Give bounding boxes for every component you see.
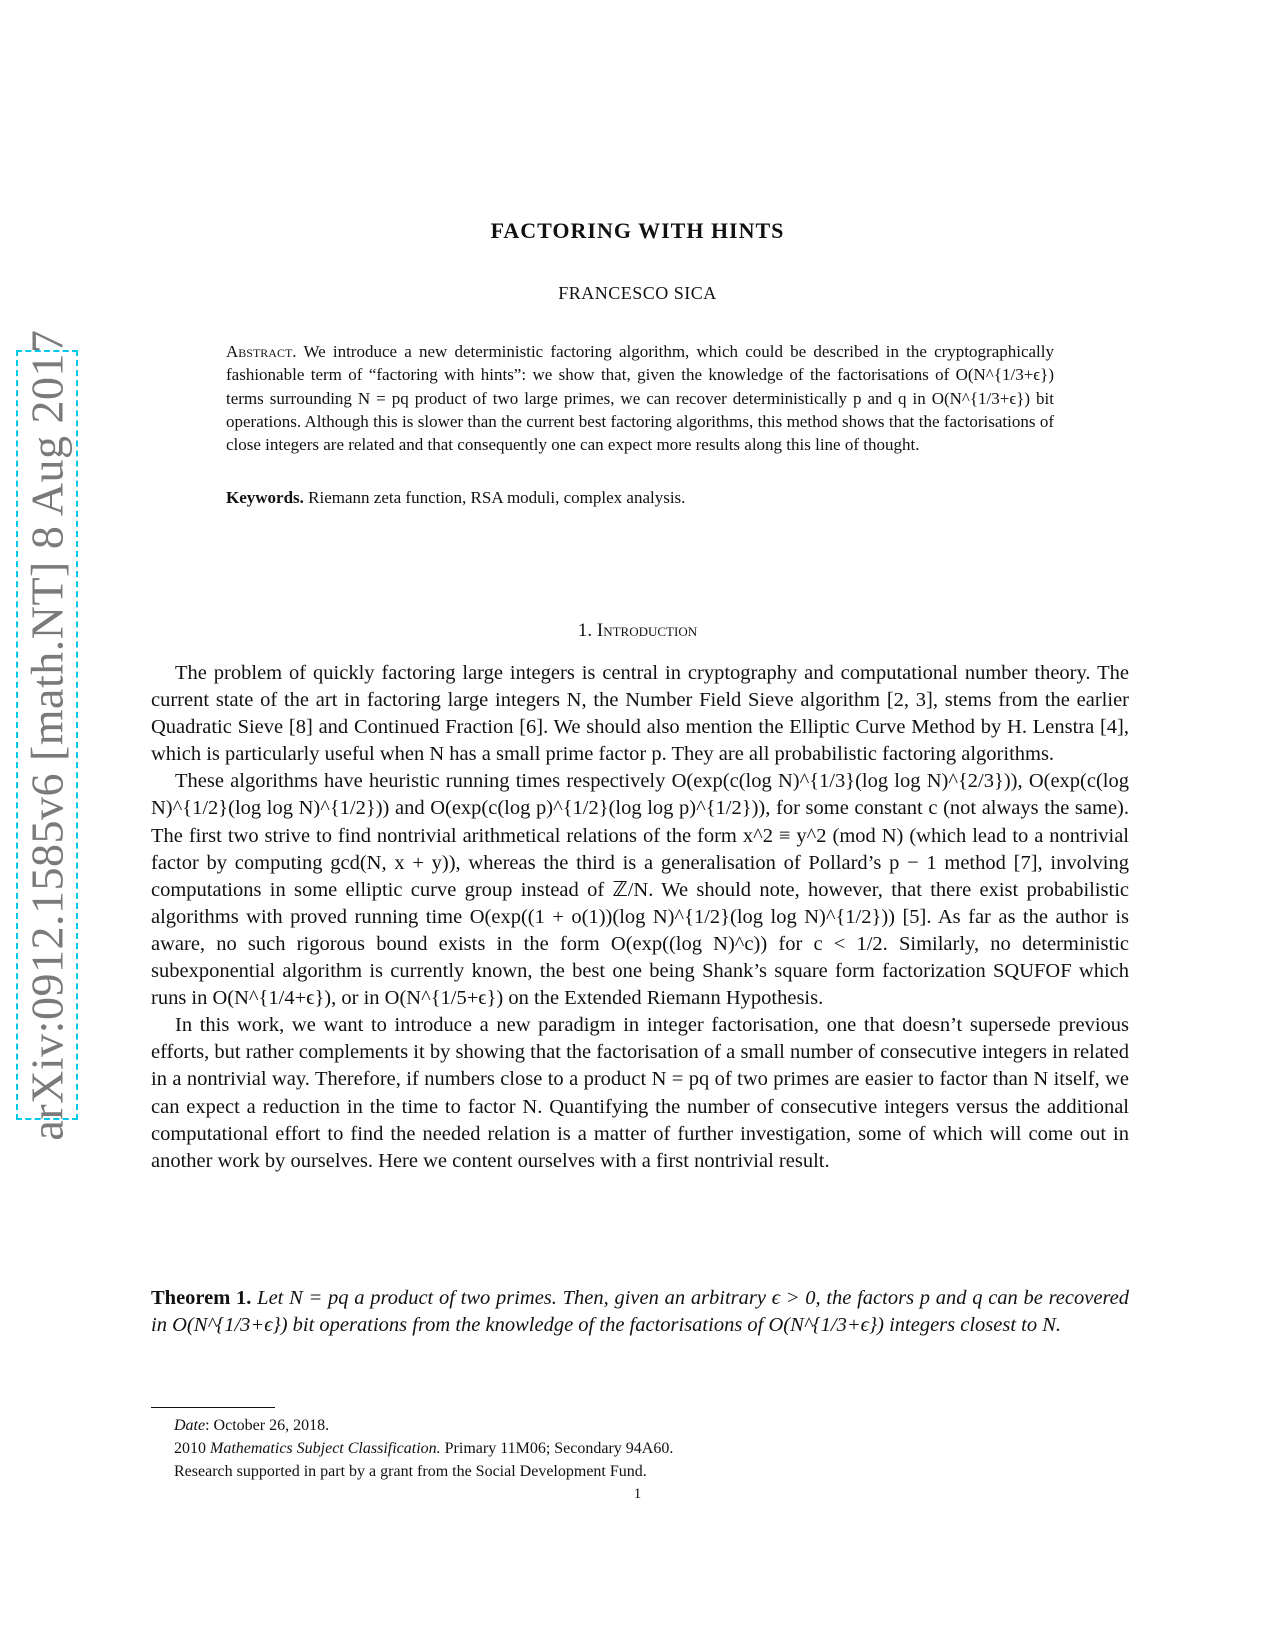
- footnote-msc-label: Mathematics Subject Classification.: [210, 1440, 441, 1457]
- body-text: [151, 660, 1129, 1175]
- paper-title: FACTORING WITH HINTS: [490, 218, 785, 243]
- paragraph-2: These algorithms have heuristic running times respectively O(exp(c(log N)^{1/3}(log log N)^{2/3})), O(exp(c(log N)^{1/2}(log log N)^{1/2})) and O(exp(c(log p)^{1/2}(log log p)^{1/2})), for some constant c (not always the same). The first two strive to find nontrivial arithmetical relations of the form x^2 ≡ y^2 (mod N) (which lead to a nontrivial factor by computing gcd(N, x + y)), whereas the third is a generalisation of Pollard’s p − 1 method [7], involving computations in some elliptic curve group instead of ℤ/N. We should note, however, that there exist probabilistic algorithms with proved running time O(exp((1 + o(1))(log N)^{1/2}(log log N)^{1/2})) [5]. As far as the author is aware, no such rigorous bound exists in the form O(exp((log N)^c)) for c < 1/2. Similarly, no deterministic subexponential algorithm is currently known, the best one being Shank’s square form factorization SQUFOF which runs in O(N^{1/4+ϵ}), or in O(N^{1/5+ϵ}) on the Extended Riemann Hypothesis.: [151, 770, 1129, 1010]
- keywords-text: Riemann zeta function, RSA moduli, complex analysis.: [308, 488, 686, 507]
- abstract-label: Abstract.: [226, 342, 297, 361]
- section-number: 1.: [577, 620, 593, 641]
- keywords: [226, 488, 1054, 508]
- section-title: Introduction: [596, 620, 698, 641]
- paragraph-3: In this work, we want to introduce a new paradigm in integer factorisation, one that doesn’t supersede previous efforts, but rather complements it by showing that the factorisation of a small number of consecutive integers in related in a nontrivial way. Therefore, if numbers close to a product N = pq of two primes are easier to factor than N itself, we can expect a reduction in the time to factor N. Quantifying the number of consecutive integers versus the additional computational effort to find the needed relation is a matter of further investigation, some of which will come out in another work by ourselves. Here we content ourselves with a first nontrivial result.: [151, 1014, 1129, 1172]
- footnote-date: [174, 1414, 1074, 1437]
- section-heading: [0, 620, 1275, 642]
- arxiv-stamp[interactable]: [16, 329, 78, 1141]
- theorem-1: [151, 1285, 1129, 1339]
- paper-author: FRANCESCO SICA: [558, 283, 717, 303]
- keywords-label: Keywords.: [226, 488, 304, 507]
- footnote-date-value: : October 26, 2018.: [205, 1417, 330, 1434]
- footnote-msc-value: Primary 11M06; Secondary 94A60.: [440, 1440, 674, 1457]
- footnote-msc-prefix: 2010: [174, 1440, 210, 1457]
- page-number: 1: [633, 1486, 642, 1502]
- footnotes: [174, 1414, 1074, 1483]
- footnote-date-label: Date: [174, 1417, 206, 1434]
- theorem-statement: Let N = pq a product of two primes. Then, given an arbitrary ϵ > 0, the factors p and q can be recovered in O(N^{1/3+ϵ}) bit operations from the knowledge of the factorisations of O(N^{1/3+ϵ}) integers closest to N.: [151, 1287, 1130, 1337]
- footnote-msc: [174, 1437, 1074, 1460]
- footnote-rule: [151, 1407, 275, 1408]
- footnote-support: Research supported in part by a grant from the Social Development Fund.: [174, 1463, 647, 1480]
- abstract-text: We introduce a new deterministic factoring algorithm, which could be described in the cryptographically fashionable term of “factoring with hints”: we show that, given the knowledge of the factorisations of O(N^{1/3+ϵ}) terms surrounding N = pq product of two large primes, we can recover deterministically p and q in O(N^{1/3+ϵ}) bit operations. Although this is slower than the current best factoring algorithms, this method shows that the factorisations of close integers are related and that consequently one can expect more results along this line of thought.: [226, 342, 1055, 455]
- theorem-label: Theorem 1.: [151, 1287, 252, 1309]
- arxiv-stamp-text: arXiv:0912.1585v6 [math.NT] 8 Aug 2017: [21, 329, 73, 1141]
- abstract: [226, 340, 1054, 456]
- paragraph-1: The problem of quickly factoring large integers is central in cryptography and computational number theory. The current state of the art in factoring large integers N, the Number Field Sieve algorithm [2, 3], stems from the earlier Quadratic Sieve [8] and Continued Fraction [6]. We should also mention the Elliptic Curve Method by H. Lenstra [4], which is particularly useful when N has a small prime factor p. They are all probabilistic factoring algorithms.: [151, 662, 1129, 766]
